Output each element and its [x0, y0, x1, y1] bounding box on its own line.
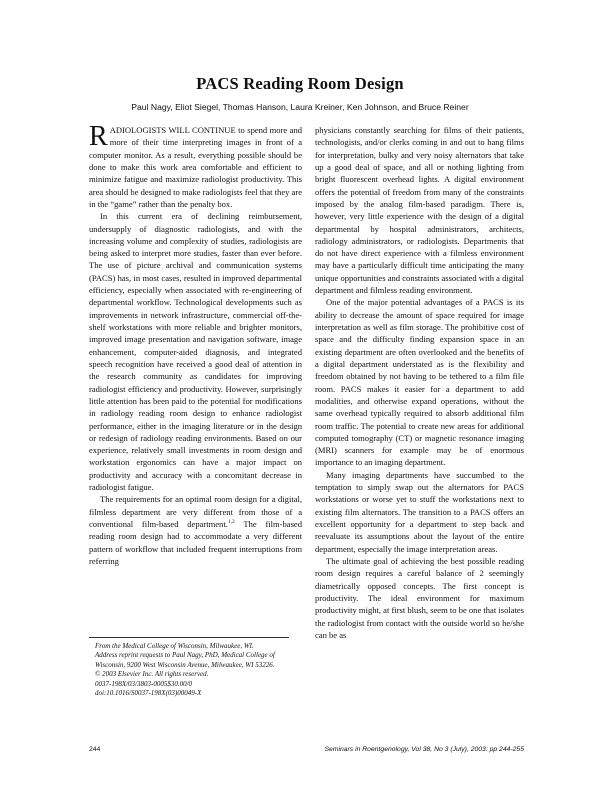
article-title: PACS Reading Room Design — [196, 74, 404, 93]
paragraph-text: The film-based reading room design had to accommodate a very different pattern of workflow that included frequent interruptions from referring — [89, 519, 302, 566]
affiliation-note: From the Medical College of Wisconsin, Milwaukee, WI. — [95, 642, 254, 650]
paragraph-text: The requirements for an optimal room design for a digital, filmless department are very different from those of a conventional film-based department. — [89, 494, 302, 529]
body-paragraph: One of the major potential advantages of a PACS is its ability to decrease the amount of space required for image interpretation as well as film storage. The prohibitive cost of space and the difficulty finding expansion space in an existing department are often overlooked and the benefits of a digital department understated as is the flexibility and freedom obtained by not having to be tethered to a film file room. PACS makes it easier for a department to add modalities, and otherwise expand operations, without the same overhead typically required to absorb additional film room traffic. The potential to create new areas for additional computed tomography (CT) or magnetic resonance imaging (MRI) scanners for example may be of enormous importance to an imaging department. — [315, 297, 524, 468]
journal-citation: Seminars in Roentgenology, Vol 38, No 3 (July), 2003: pp 244-255 — [324, 746, 524, 753]
citation-superscript: 1,2 — [227, 519, 235, 526]
body-paragraph: The ultimate goal of achieving the best possible reading room design requires a careful balance of 2 seemingly diametrically opposed concepts. The first concept is productivity. The ideal environment for maximum productivity might, at first blush, seem to be one that isolates the radiologist from contact with the outside world so he/she can be as — [315, 555, 524, 640]
intro-paragraph — [89, 121, 302, 210]
doi-note: doi:10.1016/S0037-198X(03)00049-X — [95, 689, 202, 698]
body-paragraph: In this current era of declining reimbursement, undersupply of diagnostic radiologists, and with the increasing volume and complexity of studies, radiologists are being asked to interpret more studies, faster than ever before. The use of picture archival and communication systems (PACS) has, in most cases, resulted in improved departmental efficiency, especially when associated with re-engineering of departmental workflow. Technological developments such as improvements in network infrastructure, commercial off-the-shelf workstations with more reliable and brighter monitors, improved image presentation and navigation software, image enhancement, computer-aided diagnosis, and integrated speech recognition have received a good deal of attention in the research community as candidates for improving radiologist efficiency and productivity. However, surprisingly little attention has been paid to the potential for modifications in radiology reading room design to enhance radiologist performance, either in the imaging literature or in the design or redesign of radiology reading environments. Based on our experience, relatively small investments in room design and workstation ergonomics can have a major impact on productivity and accuracy with a concomitant decrease in radiologist fatigue. — [89, 211, 302, 493]
footnote-divider — [89, 637, 289, 638]
copyright-note: © 2003 Elsevier Inc. All rights reserved. — [95, 670, 209, 679]
drop-cap: R — [89, 121, 108, 152]
footnote-block — [89, 637, 302, 698]
intro-paragraph-text: ADIOLOGISTS WILL CONTINUE to spend more and more of their time interpreting images in front of a computer monitor. As a result, everything possible should be done to make this work area comfortable and efficient to minimize fatigue and maximize radiologist productivity. This area should be designed to make radiologists feel that they are in the “game” rather than the penalty box. — [89, 125, 302, 209]
page-number: 244 — [89, 746, 101, 753]
author-list: Paul Nagy, Eliot Siegel, Thomas Hanson, Laura Kreiner, Ken Johnson, and Bruce Reiner — [131, 102, 469, 112]
reprint-note: Address reprint requests to Paul Nagy, PhD, Medical College of Wisconsin, 9200 West Wisconsin Avenue, Milwaukee, WI 53226. — [95, 651, 275, 669]
body-paragraph — [89, 493, 302, 567]
right-column — [315, 124, 524, 641]
issn-note: 0037-198X/03/3803-0005$30.00/0 — [95, 679, 193, 688]
left-column — [89, 121, 302, 567]
body-paragraph: Many imaging departments have succumbed to the temptation to simply swap out the alternators for PACS workstations or worse yet to stuff the workstations next to existing film alternators. The transition to a PACS offers an excellent opportunity for a department to step back and reevaluate its assumptions about the layout of the entire department, especially the image interpretation areas. — [315, 469, 524, 554]
body-paragraph: physicians constantly searching for films of their patients, technologists, and/or clerks coming in and out to hang films for interpretation, bulky and very noisy alternators that take up a good deal of space, and all or nothing lighting from bright fluorescent overhead lights. A digital environment offers the potential of freedom from many of the constraints imposed by the analog film-based paradigm. There is, however, very little experience with the design of a digital departmental by hospital administrators, architects, radiology administrators, or radiologists. Departments that do not have direct experience with a filmless environment may have a particularly difficult time anticipating the many unique opportunities and constraints associated with a digital department and filmless reading environment. — [315, 125, 524, 296]
